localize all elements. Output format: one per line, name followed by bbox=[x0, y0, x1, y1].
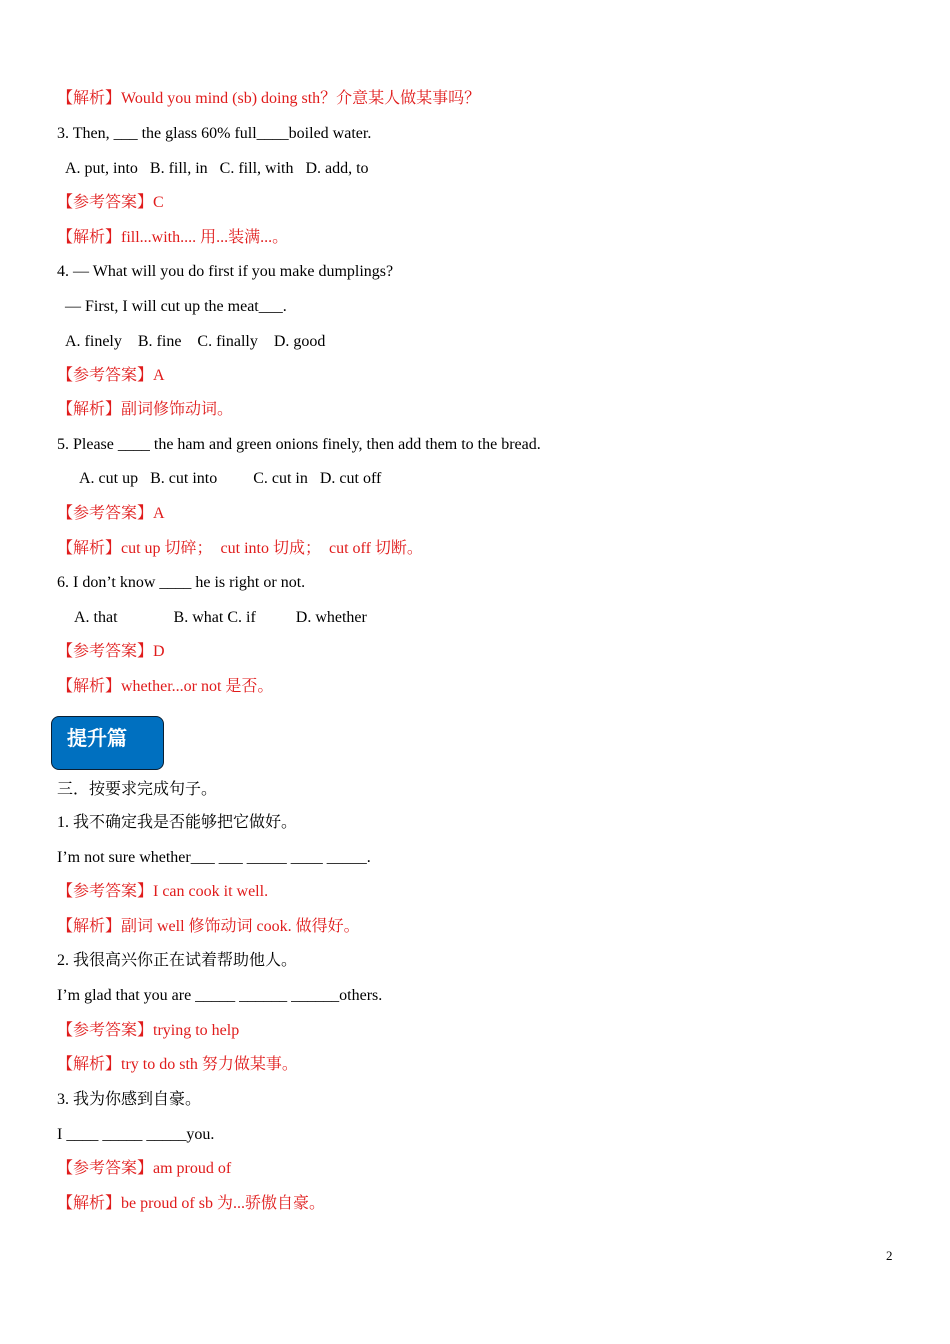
line-analysis-would-you-mind: 【解析】Would you mind (sb) doing sth？介意某人做某事吗？ bbox=[57, 90, 481, 107]
line-q3-analysis: 【解析】fill...with.... 用...装满...。 bbox=[57, 229, 289, 246]
line-q3-answer: 【参考答案】C bbox=[57, 194, 164, 211]
line-s2-analysis: 【解析】try to do sth 努力做某事。 bbox=[57, 1056, 298, 1073]
line-q3: 3. Then, ___ the glass 60% full____boiled water. bbox=[57, 125, 372, 142]
line-s1-english: I’m not sure whether___ ___ _____ ____ _____. bbox=[57, 849, 371, 866]
page-number: 2 bbox=[886, 1248, 893, 1263]
line-q5-options: A. cut up B. cut into C. cut in D. cut off bbox=[79, 470, 382, 487]
line-q6: 6. I don’t know ____ he is right or not. bbox=[57, 574, 306, 591]
line-s3-english: I ____ _____ _____you. bbox=[57, 1126, 215, 1143]
line-q4-answer: 【参考答案】A bbox=[57, 367, 165, 384]
line-q4-analysis: 【解析】副词修饰动词。 bbox=[57, 401, 234, 418]
line-q3-options: A. put, into B. fill, in C. fill, with D. add, to bbox=[65, 160, 369, 177]
line-q6-options: A. that B. what C. if D. whether bbox=[74, 609, 367, 626]
line-s3-analysis: 【解析】be proud of sb 为...骄傲自豪。 bbox=[57, 1195, 325, 1212]
section-banner bbox=[51, 716, 164, 770]
line-s1-chinese: 1. 我不确定我是否能够把它做好。 bbox=[57, 814, 298, 831]
line-q5-answer: 【参考答案】A bbox=[57, 505, 165, 522]
line-s3-answer: 【参考答案】am proud of bbox=[57, 1160, 232, 1177]
line-s2-chinese: 2. 我很高兴你正在试着帮助他人。 bbox=[57, 952, 298, 969]
line-section-instruction: 三．按要求完成句子。 bbox=[57, 781, 218, 798]
line-q4-options: A. finely B. fine C. finally D. good bbox=[65, 333, 326, 350]
line-s2-answer: 【参考答案】trying to help bbox=[57, 1022, 240, 1039]
line-q6-analysis: 【解析】whether...or not 是否。 bbox=[57, 678, 274, 695]
line-s1-analysis: 【解析】副词 well 修饰动词 cook. 做得好。 bbox=[57, 918, 360, 935]
line-s1-answer: 【参考答案】I can cook it well. bbox=[57, 883, 269, 900]
line-q4: 4. — What will you do first if you make dumplings? bbox=[57, 263, 394, 280]
section-banner-label: 提升篇 bbox=[67, 726, 127, 750]
line-q5: 5. Please ____ the ham and green onions finely, then add them to the bread. bbox=[57, 436, 541, 453]
line-s2-english: I’m glad that you are _____ ______ ______others. bbox=[57, 987, 383, 1004]
line-q5-analysis: 【解析】cut up 切碎； cut into 切成； cut off 切断。 bbox=[57, 540, 423, 557]
line-q4-reply: — First, I will cut up the meat___. bbox=[65, 298, 287, 315]
line-s3-chinese: 3. 我为你感到自豪。 bbox=[57, 1091, 202, 1108]
line-q6-answer: 【参考答案】D bbox=[57, 643, 165, 660]
